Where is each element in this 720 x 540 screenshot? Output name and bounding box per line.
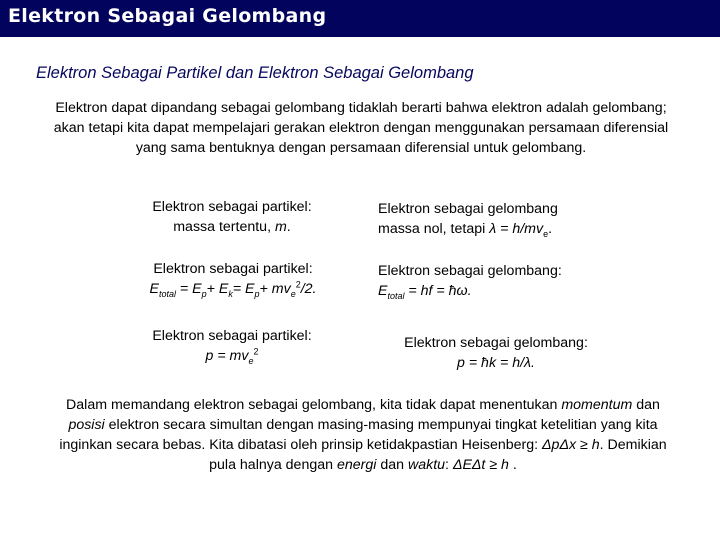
wave-formula-3: p = ħk = h/λ. — [457, 355, 535, 371]
particle-cell-1 — [122, 197, 342, 237]
particle-cell-3 — [122, 326, 342, 366]
slide-title: Elektron Sebagai Gelombang — [8, 5, 327, 27]
wave-cell-1 — [378, 199, 558, 239]
wave-cell-3 — [378, 333, 614, 373]
wave-cell-2 — [378, 261, 562, 301]
wave-label-3: Elektron sebagai gelombang: — [404, 335, 588, 351]
intro-paragraph: Elektron dapat dipandang sebagai gelombang tidaklah berarti bahwa elektron adalah gelombang; akan tetapi kita dapat mempelajari gerakan elektron dengan menggunakan persamaan diferensial yang sama bentuknya dengan persamaan diferensial untuk gelombang. — [53, 100, 669, 156]
wave-label-1: Elektron sebagai gelombang — [378, 201, 558, 217]
particle-formula-3: $p = mv_e^2$ — [205, 346, 259, 366]
wave-formula-1: massa nol, tetapi $\lambda = h/mv_e$. — [378, 221, 553, 239]
particle-label-3: Elektron sebagai partikel: — [152, 328, 312, 344]
particle-formula-2: $E_{total} = E_p+ E_k= E_p+ mv_e^2/2$. — [149, 279, 317, 299]
particle-label-1: Elektron sebagai partikel: — [152, 199, 312, 215]
slide-subtitle: Elektron Sebagai Partikel dan Elektron Sebagai Gelombang — [36, 64, 474, 82]
particle-formula-1: massa tertentu, m. — [173, 219, 291, 235]
particle-cell-2 — [128, 259, 338, 299]
heisenberg-paragraph: Dalam memandang elektron sebagai gelombang, kita tidak dapat menentukan momentum dan posisi elektron secara simultan dengan masing-masing mempunyai tingkat ketelitian yang kita inginkan secara bebas. Kita dibatasi oleh prinsip ketidakpastian Heisenberg: ΔpΔx ≥ h. Demikian pula halnya dengan energi dan waktu: ΔEΔt ≥ h . — [59, 397, 667, 473]
particle-label-2: Elektron sebagai partikel: — [153, 261, 313, 277]
wave-formula-2: $E_{total}$ = hf = ħω. — [378, 283, 472, 301]
wave-label-2: Elektron sebagai gelombang: — [378, 263, 562, 279]
title-bar — [0, 0, 720, 37]
